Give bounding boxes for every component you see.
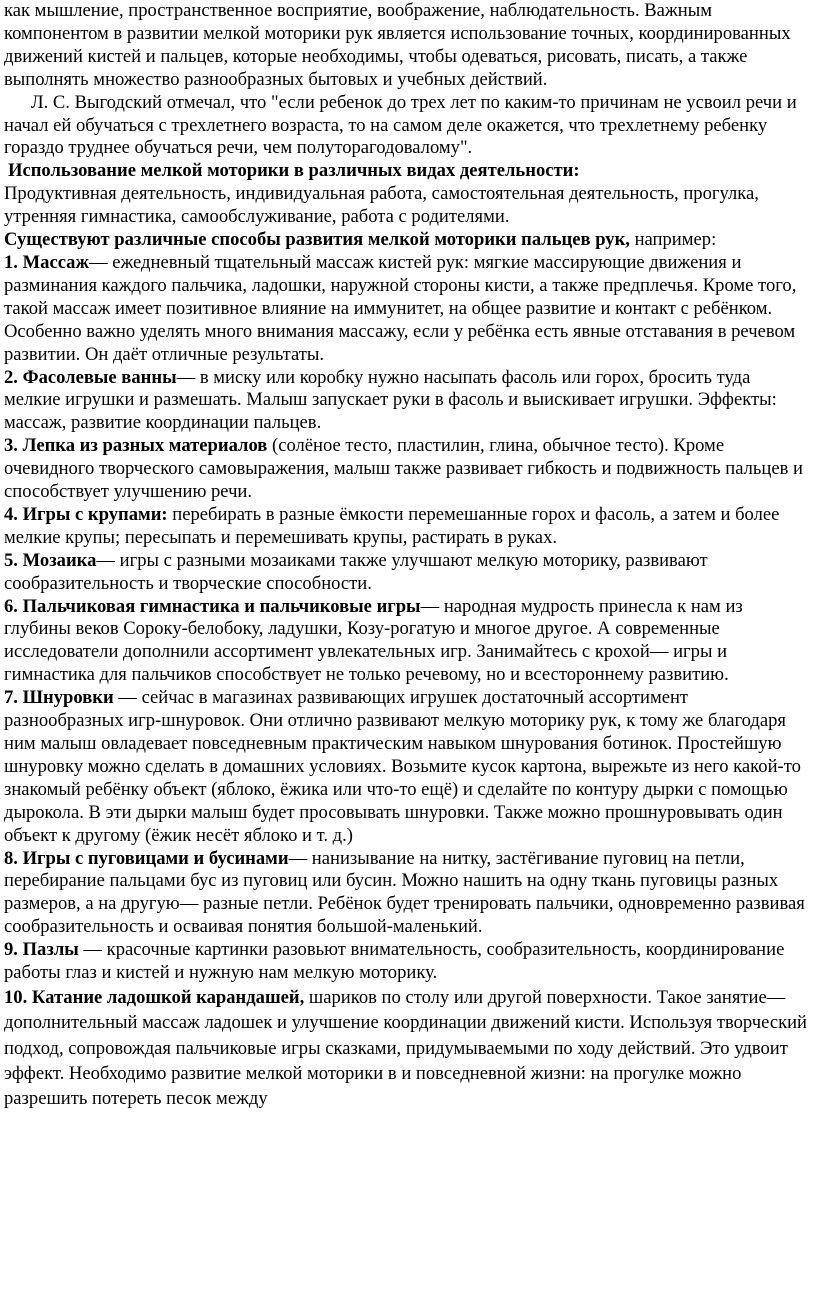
text-run: Продуктивная деятельность, индивидуальная работа, самостоятельная деятельность, прогулка, утренняя гимнастика, самообслуживание, работа с родителями. (4, 183, 759, 228)
item-mosaic (4, 550, 808, 596)
item-cereals (4, 504, 808, 550)
item-text: — нанизывание на нитку, застёгивание пуговиц на петли, перебирание пальцами бус из пуговиц или бусин. Можно нашить на одну ткань пуговицы разных размеров, а на другую— разные петли. Ребёнок будет тренировать пальчики, одновременно развивая сообразительность и осваивая понятия большой-маленький. (4, 847, 805, 938)
item-text: — в миску или коробку нужно насыпать фасоль или горох, бросить туда мелкие игрушки и размешать. Малыш запускает руки в фасоль и выискивает игрушки. Эффекты: массаж, развитие координации пальцев. (4, 366, 777, 434)
item-text: — игры с разными мозаиками также улучшают мелкую моторику, развивают сообразительность и творческие способности. (4, 549, 708, 594)
item-title: 7. Шнуровки (4, 687, 114, 709)
section-heading (4, 160, 808, 183)
methods-intro (4, 229, 808, 252)
item-text: — красочные картинки разовьют внимательность, сообразительность, координирование работы глаз и кистей и нужную нам мелкую моторику. (4, 939, 785, 984)
item-text: — сейчас в магазинах развивающих игрушек достаточный ассортимент разнообразных игр-шнуровок. Они отлично развивают мелкую моторику рук, к тому же благодаря ним малыш овладевает повседневным практическим навыком шнурования ботинок. Простейшую шнуровку можно сделать в домашних условиях. Возьмите кусок картона, вырежьте из него какой-то знакомый ребёнку объект (яблоко, ёжика или что-то ещё) и сделайте по контуру дырки с помощью дырокола. В эти дырки малыш будет просовывать шнуровки. Также можно прошнуровывать один объект к другому (ёжик несёт яблоко и т. д.) (4, 687, 801, 846)
item-puzzles (4, 939, 808, 985)
item-title: 9. Пазлы (4, 939, 79, 961)
item-rolling-pencil (4, 985, 808, 1111)
bold-run: Существуют различные способы развития мелкой моторики пальцев рук, (4, 229, 630, 251)
activities-paragraph (4, 183, 808, 229)
item-massage (4, 252, 808, 367)
item-title: 2. Фасолевые ванны (4, 366, 177, 388)
item-text: перебирать в разные ёмкости перемешанные горох и фасоль, а затем и более мелкие крупы; пересыпать и перемешивать крупы, растирать в руках. (4, 503, 780, 548)
item-title: 6. Пальчиковая гимнастика и пальчиковые игры (4, 595, 421, 617)
item-title: 10. Катание ладошкой карандашей, (4, 986, 305, 1008)
item-text: (солёное тесто, пластилин, глина, обычное тесто). Кроме очевидного творческого самовыражения, малыш также развивает гибкость и подвижность пальцев и способствует улучшению речи. (4, 435, 803, 503)
item-text: — ежедневный тщательный массаж кистей рук: мягкие массирующие движения и разминания каждого пальчика, ладошки, наружной стороны кисти, а также предплечья. Кроме того, такой массаж имеет позитивное влияние на иммунитет, на общее развитие и контакт с ребёнком. Особенно важно уделять много внимания массажу, если у ребёнка есть явные отставания в речевом развитии. Он даёт отличные результаты. (4, 251, 797, 365)
item-title: 1. Массаж (4, 251, 89, 273)
text-run: Л. С. Выгодский отмечал, что "если ребенок до трех лет по каким-то причинам не усвоил речи и начал ей обучаться с трехлетнего возраста, то на самом деле окажется, что трехлетнему ребенку гораздо труднее обучаться речи, чем полуторагодовалому". (4, 91, 797, 159)
item-text: шариков по столу или другой поверхности. Такое занятие— дополнительный массаж ладошек и улучшение координации движений кисти. Используя творческий подход, сопровождая пальчиковые игры сказками, придумываемыми по ходу действий. Это удвоит эффект. Необходимо развитие мелкой моторики в и повседневной жизни: на прогулке можно разрешить потереть песок между (4, 986, 808, 1110)
item-modeling (4, 435, 808, 504)
item-bean-baths (4, 367, 808, 436)
item-title: 8. Игры с пуговицами и бусинами (4, 847, 289, 869)
item-finger-games (4, 596, 808, 688)
item-text: — народная мудрость принесла к нам из глубины веков Сороку-белобоку, ладушки, Козу-рогатую и многое другое. А современные исследователи дополнили ассортимент увлекательных игр. Занимайтесь с крохой— игры и гимнастика для пальчиков способствует не только речевому, но и всестороннему развитию. (4, 595, 743, 686)
item-title: 5. Мозаика (4, 549, 97, 571)
item-title: 3. Лепка из разных материалов (4, 435, 268, 457)
text-run: как мышление, пространственное восприятие, воображение, наблюдательность. Важным компонентом в развитии мелкой моторики рук является использование точных, координированных движений кистей и пальцев, которые необходимы, чтобы одеваться, рисовать, писать, а также выполнять множество разнообразных бытовых и учебных действий. (4, 0, 791, 90)
vygotsky-quote (4, 92, 808, 161)
item-lacing (4, 687, 808, 847)
text-run: например: (629, 229, 717, 251)
item-buttons-beads (4, 848, 808, 940)
heading-text: Использование мелкой моторики в различных видах деятельности: (8, 160, 580, 182)
intro-paragraph (4, 0, 808, 92)
item-title: 4. Игры с крупами: (4, 503, 168, 525)
